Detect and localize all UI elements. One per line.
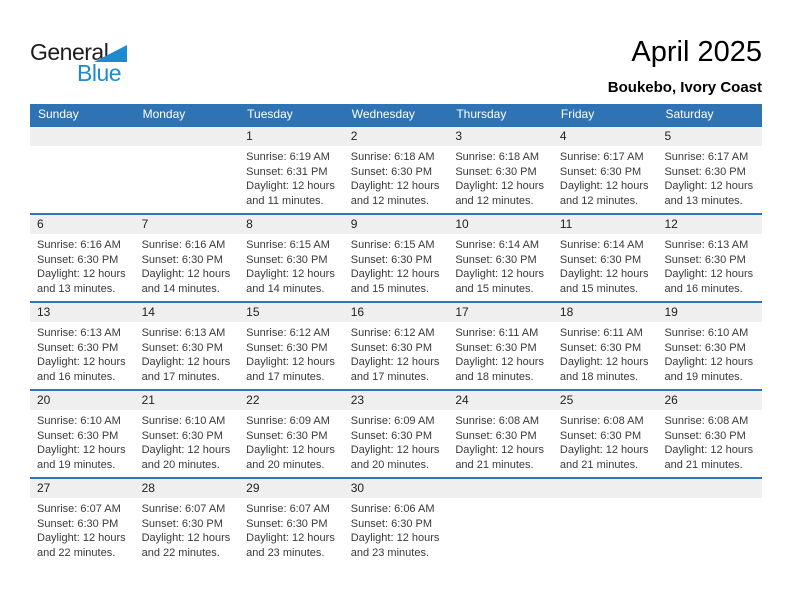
detail-line: and 19 minutes. bbox=[37, 458, 116, 471]
day-number: 2 bbox=[344, 127, 449, 146]
detail-line: Sunset: 6:30 PM bbox=[141, 517, 223, 530]
detail-line: Daylight: 12 hours bbox=[141, 532, 231, 545]
calendar-cell-day-1 bbox=[239, 127, 344, 213]
detail-line: Sunrise: 6:14 AM bbox=[559, 239, 644, 251]
weekday-header-tuesday: Tuesday bbox=[247, 107, 293, 121]
day-number: 27 bbox=[30, 479, 135, 498]
day-number: 23 bbox=[344, 391, 449, 410]
day-details bbox=[657, 410, 762, 472]
day-details bbox=[30, 146, 135, 150]
day-number: 22 bbox=[239, 391, 344, 410]
weekday-header-monday: Monday bbox=[142, 107, 186, 121]
calendar-cell-day-19 bbox=[657, 303, 762, 389]
detail-line: and 20 minutes. bbox=[246, 458, 325, 471]
detail-line: Sunrise: 6:07 AM bbox=[37, 503, 121, 515]
detail-line: Daylight: 12 hours bbox=[559, 180, 649, 193]
day-details bbox=[657, 322, 762, 384]
day-details bbox=[30, 498, 135, 560]
detail-line: and 14 minutes. bbox=[141, 282, 220, 295]
day-number bbox=[553, 479, 658, 498]
calendar-cell-day-12 bbox=[657, 215, 762, 301]
day-details bbox=[135, 322, 240, 384]
day-details bbox=[30, 322, 135, 384]
detail-line: Sunrise: 6:08 AM bbox=[559, 415, 644, 427]
day-number: 11 bbox=[553, 215, 658, 234]
day-number: 17 bbox=[448, 303, 553, 322]
detail-line: Sunrise: 6:12 AM bbox=[246, 327, 330, 339]
detail-line: Sunset: 6:30 PM bbox=[37, 341, 119, 354]
detail-line: Sunrise: 6:15 AM bbox=[246, 239, 330, 251]
detail-line: Sunrise: 6:18 AM bbox=[350, 151, 435, 163]
weekday-header-wednesday: Wednesday bbox=[351, 107, 415, 121]
week-row bbox=[30, 389, 762, 477]
general-blue-logo bbox=[30, 37, 150, 89]
detail-line: and 17 minutes. bbox=[141, 370, 220, 383]
calendar-cell-day-11 bbox=[553, 215, 658, 301]
detail-line: Daylight: 12 hours bbox=[141, 356, 231, 369]
day-details bbox=[30, 410, 135, 472]
detail-line: Sunset: 6:30 PM bbox=[664, 341, 746, 354]
calendar-cell-day-7 bbox=[135, 215, 240, 301]
week-row bbox=[30, 125, 762, 213]
detail-line: Sunrise: 6:13 AM bbox=[37, 327, 121, 339]
detail-line: and 13 minutes. bbox=[664, 194, 743, 207]
detail-line: and 20 minutes. bbox=[350, 458, 430, 471]
detail-line: and 12 minutes. bbox=[559, 194, 639, 207]
calendar-cell-day-16 bbox=[344, 303, 449, 389]
day-details bbox=[448, 410, 553, 472]
detail-line: Sunrise: 6:12 AM bbox=[350, 327, 435, 339]
detail-line: Daylight: 12 hours bbox=[664, 268, 754, 281]
day-details bbox=[344, 498, 449, 560]
detail-line: Daylight: 12 hours bbox=[350, 268, 440, 281]
day-details bbox=[344, 322, 449, 384]
detail-line: and 16 minutes. bbox=[37, 370, 116, 383]
week-row bbox=[30, 477, 762, 565]
detail-line: Sunrise: 6:17 AM bbox=[664, 151, 749, 163]
detail-line: and 11 minutes. bbox=[246, 194, 324, 207]
detail-line: Daylight: 12 hours bbox=[455, 444, 544, 457]
day-number: 20 bbox=[30, 391, 135, 410]
logo-text-general: General bbox=[30, 39, 109, 65]
calendar-cell-day-14 bbox=[135, 303, 240, 389]
detail-line: Sunrise: 6:16 AM bbox=[141, 239, 226, 251]
detail-line: and 23 minutes. bbox=[246, 546, 325, 559]
day-number bbox=[135, 127, 240, 146]
day-number: 28 bbox=[135, 479, 240, 498]
day-details bbox=[239, 322, 344, 384]
detail-line: Daylight: 12 hours bbox=[350, 532, 440, 545]
calendar-cell-day-20 bbox=[30, 391, 135, 477]
calendar-cell-day-10 bbox=[448, 215, 553, 301]
detail-line: Daylight: 12 hours bbox=[37, 532, 126, 545]
detail-line: and 23 minutes. bbox=[350, 546, 430, 559]
detail-line: Sunset: 6:30 PM bbox=[350, 165, 433, 178]
day-number: 13 bbox=[30, 303, 135, 322]
detail-line: Sunset: 6:30 PM bbox=[141, 253, 223, 266]
detail-line: Sunrise: 6:06 AM bbox=[350, 503, 435, 515]
detail-line: Sunset: 6:30 PM bbox=[559, 165, 642, 178]
calendar-cell-day-17 bbox=[448, 303, 553, 389]
day-number bbox=[448, 479, 553, 498]
detail-line: Sunrise: 6:14 AM bbox=[455, 239, 540, 251]
detail-line: Daylight: 12 hours bbox=[664, 180, 754, 193]
day-details bbox=[657, 498, 762, 502]
detail-line: and 15 minutes. bbox=[350, 282, 430, 295]
day-details bbox=[657, 234, 762, 296]
day-number: 5 bbox=[657, 127, 762, 146]
day-number: 14 bbox=[135, 303, 240, 322]
calendar-cell-day-8 bbox=[239, 215, 344, 301]
day-details bbox=[135, 498, 240, 560]
day-number: 18 bbox=[553, 303, 658, 322]
detail-line: Daylight: 12 hours bbox=[37, 268, 126, 281]
detail-line: and 22 minutes. bbox=[141, 546, 220, 559]
day-details bbox=[344, 146, 449, 208]
detail-line: Sunrise: 6:17 AM bbox=[559, 151, 644, 163]
detail-line: Sunrise: 6:18 AM bbox=[455, 151, 540, 163]
detail-line: Sunrise: 6:13 AM bbox=[141, 327, 226, 339]
detail-line: Sunset: 6:30 PM bbox=[455, 341, 537, 354]
detail-line: and 21 minutes. bbox=[559, 458, 639, 471]
detail-line: Daylight: 12 hours bbox=[246, 532, 335, 545]
detail-line: Sunset: 6:30 PM bbox=[559, 253, 642, 266]
detail-line: Sunset: 6:31 PM bbox=[246, 165, 328, 178]
page-title: April 2025 bbox=[631, 36, 762, 68]
detail-line: Sunset: 6:30 PM bbox=[246, 429, 328, 442]
detail-line: Daylight: 12 hours bbox=[350, 356, 440, 369]
calendar-cell-day-29 bbox=[239, 479, 344, 565]
calendar-table bbox=[30, 104, 762, 565]
day-number: 12 bbox=[657, 215, 762, 234]
calendar-cell-day-13 bbox=[30, 303, 135, 389]
detail-line: Sunset: 6:30 PM bbox=[37, 517, 119, 530]
detail-line: Daylight: 12 hours bbox=[246, 180, 335, 193]
day-details bbox=[239, 146, 344, 208]
day-details bbox=[135, 234, 240, 296]
day-number: 10 bbox=[448, 215, 553, 234]
day-number: 19 bbox=[657, 303, 762, 322]
calendar-cell-day-25 bbox=[553, 391, 658, 477]
calendar-cell-day-22 bbox=[239, 391, 344, 477]
calendar-cell-day-5 bbox=[657, 127, 762, 213]
detail-line: Sunset: 6:30 PM bbox=[664, 253, 746, 266]
detail-line: Sunrise: 6:10 AM bbox=[141, 415, 226, 427]
calendar-cell-day-23 bbox=[344, 391, 449, 477]
day-details bbox=[239, 410, 344, 472]
weekday-header-friday: Friday bbox=[560, 107, 595, 121]
detail-line: Daylight: 12 hours bbox=[455, 356, 544, 369]
week-row bbox=[30, 301, 762, 389]
calendar-cell-day-24 bbox=[448, 391, 553, 477]
detail-line: Daylight: 12 hours bbox=[455, 180, 544, 193]
detail-line: Sunrise: 6:13 AM bbox=[664, 239, 749, 251]
detail-line: Daylight: 12 hours bbox=[559, 268, 649, 281]
day-number: 1 bbox=[239, 127, 344, 146]
calendar-cell-day-18 bbox=[553, 303, 658, 389]
calendar-cell-day-6 bbox=[30, 215, 135, 301]
day-details bbox=[344, 234, 449, 296]
day-number: 4 bbox=[553, 127, 658, 146]
calendar-cell-day-3 bbox=[448, 127, 553, 213]
weekday-header-sunday: Sunday bbox=[38, 107, 79, 121]
detail-line: Sunset: 6:30 PM bbox=[455, 165, 537, 178]
day-details bbox=[553, 322, 658, 384]
detail-line: Sunrise: 6:11 AM bbox=[559, 327, 643, 339]
detail-line: Daylight: 12 hours bbox=[559, 356, 649, 369]
detail-line: Sunset: 6:30 PM bbox=[350, 341, 433, 354]
detail-line: and 21 minutes. bbox=[455, 458, 534, 471]
detail-line: and 19 minutes. bbox=[664, 370, 743, 383]
day-details bbox=[135, 146, 240, 150]
day-number bbox=[657, 479, 762, 498]
detail-line: Sunset: 6:30 PM bbox=[246, 341, 328, 354]
detail-line: and 22 minutes. bbox=[37, 546, 116, 559]
day-number: 26 bbox=[657, 391, 762, 410]
calendar-cell-day-15 bbox=[239, 303, 344, 389]
detail-line: Sunrise: 6:07 AM bbox=[141, 503, 226, 515]
calendar-cell-empty bbox=[30, 127, 135, 213]
detail-line: and 15 minutes. bbox=[455, 282, 534, 295]
day-details bbox=[30, 234, 135, 296]
detail-line: Sunset: 6:30 PM bbox=[559, 429, 642, 442]
detail-line: and 14 minutes. bbox=[246, 282, 325, 295]
detail-line: Sunrise: 6:08 AM bbox=[455, 415, 540, 427]
detail-line: Daylight: 12 hours bbox=[664, 444, 754, 457]
detail-line: Daylight: 12 hours bbox=[664, 356, 754, 369]
detail-line: and 13 minutes. bbox=[37, 282, 116, 295]
weekday-header-saturday: Saturday bbox=[665, 107, 714, 121]
detail-line: Sunrise: 6:11 AM bbox=[455, 327, 539, 339]
day-number: 6 bbox=[30, 215, 135, 234]
day-number: 29 bbox=[239, 479, 344, 498]
detail-line: Daylight: 12 hours bbox=[141, 444, 231, 457]
day-number: 25 bbox=[553, 391, 658, 410]
day-details bbox=[239, 498, 344, 560]
day-details bbox=[135, 410, 240, 472]
day-details bbox=[553, 498, 658, 502]
day-details bbox=[553, 234, 658, 296]
weekday-header-thursday: Thursday bbox=[456, 107, 507, 121]
detail-line: Sunset: 6:30 PM bbox=[141, 429, 223, 442]
detail-line: Daylight: 12 hours bbox=[246, 268, 335, 281]
day-number: 15 bbox=[239, 303, 344, 322]
detail-line: Sunset: 6:30 PM bbox=[246, 253, 328, 266]
detail-line: Daylight: 12 hours bbox=[37, 356, 126, 369]
calendar-cell-day-9 bbox=[344, 215, 449, 301]
detail-line: and 17 minutes. bbox=[246, 370, 325, 383]
detail-line: Sunset: 6:30 PM bbox=[664, 165, 746, 178]
detail-line: Sunrise: 6:08 AM bbox=[664, 415, 749, 427]
detail-line: and 18 minutes. bbox=[455, 370, 534, 383]
detail-line: Daylight: 12 hours bbox=[350, 444, 440, 457]
calendar-cell-empty bbox=[657, 479, 762, 565]
detail-line: Sunset: 6:30 PM bbox=[37, 429, 119, 442]
day-details bbox=[448, 498, 553, 502]
week-row bbox=[30, 213, 762, 301]
day-number: 16 bbox=[344, 303, 449, 322]
detail-line: and 21 minutes. bbox=[664, 458, 743, 471]
calendar-cell-day-27 bbox=[30, 479, 135, 565]
day-details bbox=[553, 410, 658, 472]
calendar-cell-day-2 bbox=[344, 127, 449, 213]
calendar-body bbox=[30, 125, 762, 565]
detail-line: Sunrise: 6:19 AM bbox=[246, 151, 330, 163]
day-details bbox=[448, 146, 553, 208]
day-number: 7 bbox=[135, 215, 240, 234]
detail-line: Daylight: 12 hours bbox=[350, 180, 440, 193]
day-number bbox=[30, 127, 135, 146]
detail-line: Sunset: 6:30 PM bbox=[559, 341, 642, 354]
day-number: 24 bbox=[448, 391, 553, 410]
detail-line: Daylight: 12 hours bbox=[559, 444, 649, 457]
detail-line: Daylight: 12 hours bbox=[246, 356, 335, 369]
day-number: 9 bbox=[344, 215, 449, 234]
detail-line: and 20 minutes. bbox=[141, 458, 220, 471]
detail-line: Sunset: 6:30 PM bbox=[141, 341, 223, 354]
detail-line: Sunset: 6:30 PM bbox=[455, 429, 537, 442]
detail-line: and 17 minutes. bbox=[350, 370, 430, 383]
day-number: 21 bbox=[135, 391, 240, 410]
day-number: 3 bbox=[448, 127, 553, 146]
page-subtitle: Boukebo, Ivory Coast bbox=[607, 79, 762, 96]
detail-line: Daylight: 12 hours bbox=[141, 268, 231, 281]
detail-line: Sunrise: 6:10 AM bbox=[664, 327, 749, 339]
detail-line: and 18 minutes. bbox=[559, 370, 639, 383]
detail-line: Sunrise: 6:09 AM bbox=[350, 415, 435, 427]
detail-line: Daylight: 12 hours bbox=[37, 444, 126, 457]
day-details bbox=[448, 234, 553, 296]
calendar-cell-empty bbox=[553, 479, 658, 565]
day-details bbox=[344, 410, 449, 472]
logo-text-blue: Blue bbox=[77, 60, 122, 86]
detail-line: Sunrise: 6:15 AM bbox=[350, 239, 435, 251]
detail-line: and 15 minutes. bbox=[559, 282, 639, 295]
detail-line: Sunrise: 6:09 AM bbox=[246, 415, 330, 427]
detail-line: Daylight: 12 hours bbox=[455, 268, 544, 281]
detail-line: and 12 minutes. bbox=[350, 194, 430, 207]
detail-line: Sunset: 6:30 PM bbox=[350, 253, 433, 266]
day-number: 30 bbox=[344, 479, 449, 498]
calendar-cell-day-21 bbox=[135, 391, 240, 477]
day-details bbox=[448, 322, 553, 384]
detail-line: Sunset: 6:30 PM bbox=[350, 517, 433, 530]
detail-line: Sunset: 6:30 PM bbox=[664, 429, 746, 442]
detail-line: and 12 minutes. bbox=[455, 194, 534, 207]
day-details bbox=[239, 234, 344, 296]
weekday-header-row bbox=[30, 104, 762, 125]
calendar-cell-day-30 bbox=[344, 479, 449, 565]
detail-line: and 16 minutes. bbox=[664, 282, 743, 295]
calendar-cell-empty bbox=[448, 479, 553, 565]
calendar-cell-day-28 bbox=[135, 479, 240, 565]
calendar-cell-empty bbox=[135, 127, 240, 213]
calendar-cell-day-4 bbox=[553, 127, 658, 213]
calendar-cell-day-26 bbox=[657, 391, 762, 477]
detail-line: Sunrise: 6:16 AM bbox=[37, 239, 121, 251]
detail-line: Sunset: 6:30 PM bbox=[455, 253, 537, 266]
day-details bbox=[553, 146, 658, 208]
day-number: 8 bbox=[239, 215, 344, 234]
detail-line: Sunset: 6:30 PM bbox=[37, 253, 119, 266]
day-details bbox=[657, 146, 762, 208]
detail-line: Sunrise: 6:07 AM bbox=[246, 503, 330, 515]
detail-line: Sunrise: 6:10 AM bbox=[37, 415, 121, 427]
detail-line: Sunset: 6:30 PM bbox=[350, 429, 433, 442]
detail-line: Sunset: 6:30 PM bbox=[246, 517, 328, 530]
detail-line: Daylight: 12 hours bbox=[246, 444, 335, 457]
